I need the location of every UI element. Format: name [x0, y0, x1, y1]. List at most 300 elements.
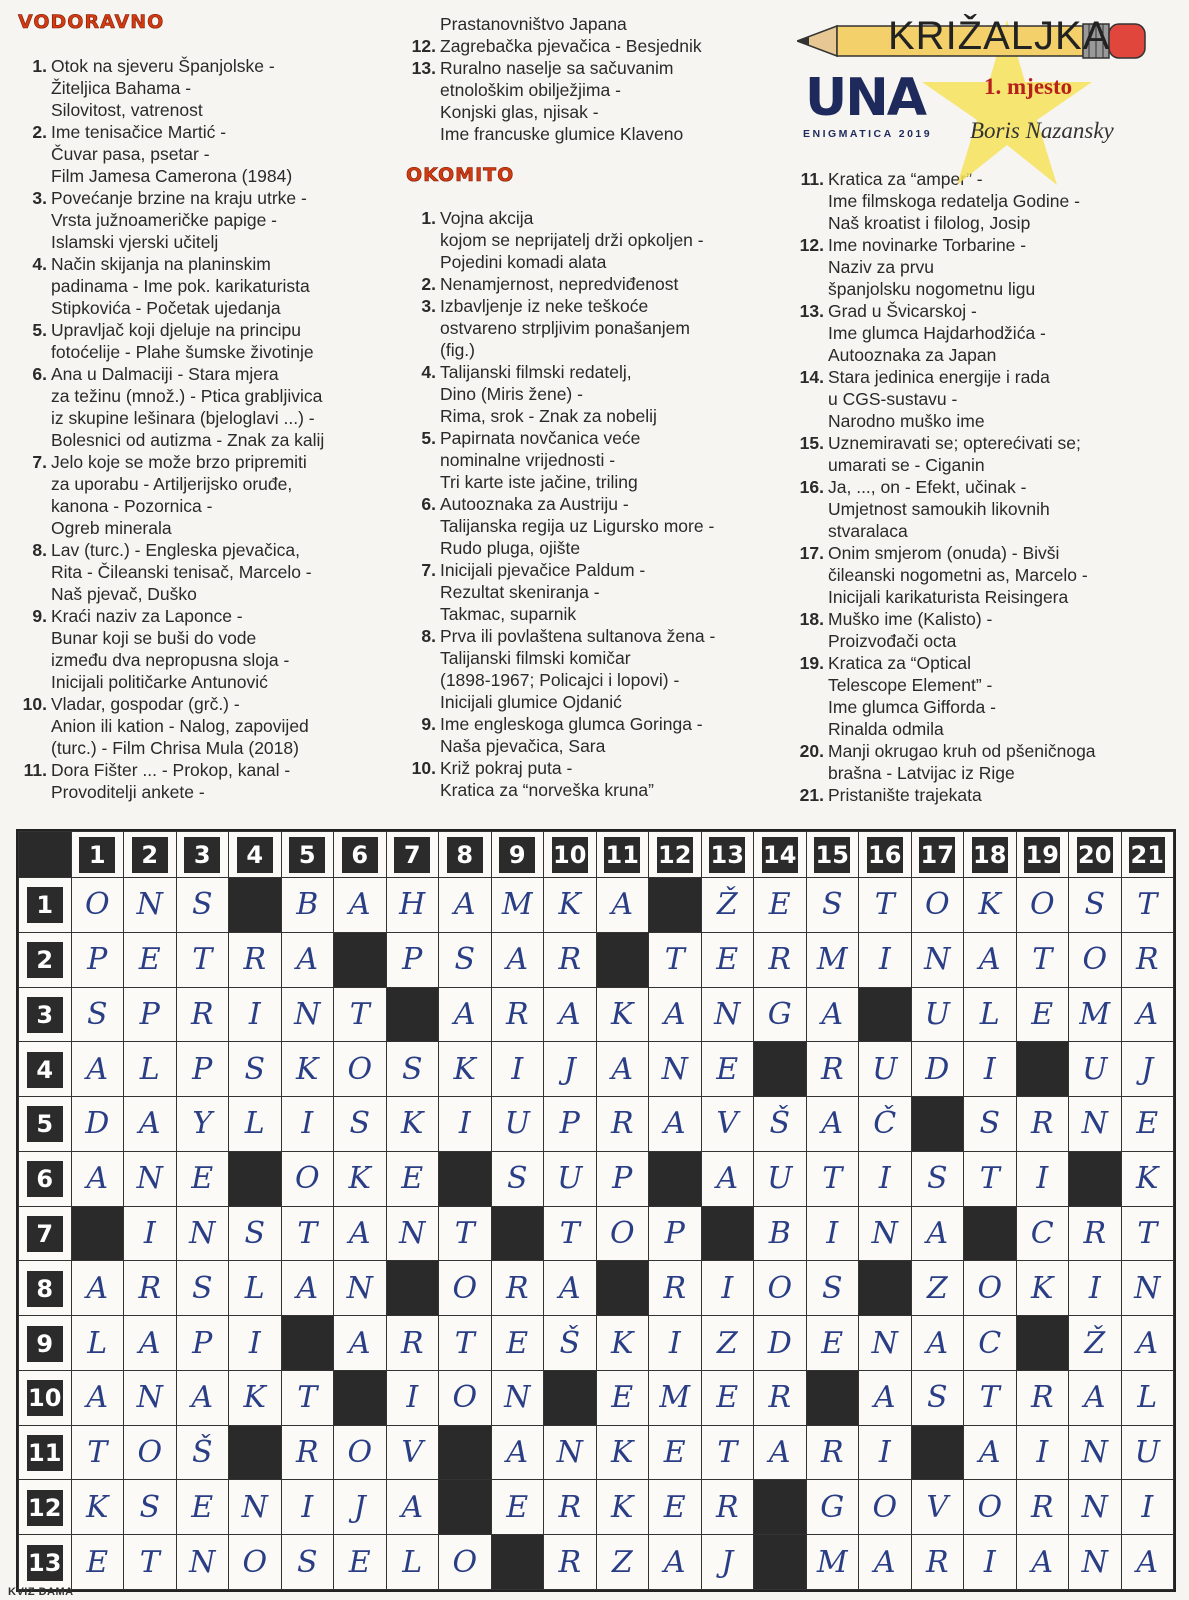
letter-cell[interactable]: P [176, 1042, 229, 1097]
letter-cell[interactable]: T [1016, 932, 1069, 987]
letter-cell[interactable]: N [649, 1042, 702, 1097]
letter-cell[interactable]: K [1121, 1151, 1174, 1206]
letter-cell[interactable]: R [596, 1097, 649, 1152]
letter-cell[interactable]: K [334, 1151, 387, 1206]
black-cell [71, 1206, 124, 1261]
letter-cell[interactable]: E [71, 1535, 124, 1590]
letter-cell[interactable]: E [806, 1316, 859, 1371]
letter-cell[interactable]: A [439, 878, 492, 933]
column-number [806, 832, 859, 878]
letter-cell[interactable]: K [281, 1042, 334, 1097]
clue-item [798, 608, 1178, 652]
letter-cell[interactable]: Č [859, 1097, 912, 1152]
letter-cell[interactable]: A [281, 932, 334, 987]
letter-cell[interactable]: I [439, 1097, 492, 1152]
letter-cell[interactable]: T [281, 1206, 334, 1261]
letter-cell[interactable]: N [911, 932, 964, 987]
letter-cell[interactable]: A [124, 1097, 177, 1152]
letter-cell[interactable]: I [386, 1370, 439, 1425]
letter-cell[interactable]: N [229, 1480, 282, 1535]
letter-cell[interactable]: U [911, 987, 964, 1042]
letter-cell[interactable]: K [71, 1480, 124, 1535]
letter-cell[interactable]: A [439, 987, 492, 1042]
clue-text: Ana u Dalmaciji - Stara mjera za težinu (množ.) - Ptica grabljivica iz skupine lešinara (bjeloglavi ...) - Bolesnici od autizma - Znak za kalij [51, 364, 325, 450]
letter-cell[interactable]: Ž [701, 878, 754, 933]
letter-cell[interactable]: A [334, 1206, 387, 1261]
clue-number: 13. [411, 58, 436, 78]
letter-cell[interactable]: A [1121, 987, 1174, 1042]
letter-cell[interactable]: U [1069, 1042, 1122, 1097]
letter-cell[interactable]: A [71, 1151, 124, 1206]
letter-cell[interactable]: T [701, 1425, 754, 1480]
letter-cell[interactable]: S [964, 1097, 1017, 1152]
letter-cell[interactable]: A [649, 987, 702, 1042]
letter-cell[interactable]: S [439, 932, 492, 987]
clue-item [798, 234, 1178, 300]
clue-number: 7. [32, 452, 47, 472]
letter-cell[interactable]: B [754, 1206, 807, 1261]
letter-cell[interactable]: A [754, 1425, 807, 1480]
letter-cell[interactable]: R [1016, 1480, 1069, 1535]
letter-cell[interactable]: Š [754, 1097, 807, 1152]
letter-cell[interactable]: T [176, 932, 229, 987]
letter-cell[interactable]: R [491, 987, 544, 1042]
letter-cell[interactable]: I [491, 1042, 544, 1097]
letter-cell[interactable]: I [859, 932, 912, 987]
letter-cell[interactable]: I [964, 1535, 1017, 1590]
letter-cell[interactable]: N [334, 1261, 387, 1316]
letter-cell[interactable]: Y [176, 1097, 229, 1152]
letter-cell[interactable]: M [806, 1535, 859, 1590]
letter-cell[interactable]: P [544, 1097, 597, 1152]
letter-cell[interactable]: R [491, 1261, 544, 1316]
letter-cell[interactable]: S [229, 1206, 282, 1261]
letter-cell[interactable]: C [964, 1316, 1017, 1371]
clue-text: Grad u Švicarskoj - Ime glumca Hajdarhodžića - Autooznaka za Japan [828, 301, 1046, 365]
letter-cell[interactable]: I [1069, 1261, 1122, 1316]
letter-cell[interactable]: Š [176, 1425, 229, 1480]
letter-cell[interactable]: I [281, 1097, 334, 1152]
column-number [1016, 832, 1069, 878]
letter-cell[interactable]: R [176, 987, 229, 1042]
letter-cell[interactable]: J [544, 1042, 597, 1097]
letter-cell[interactable]: N [1069, 1425, 1122, 1480]
letter-cell[interactable]: Z [701, 1316, 754, 1371]
clue-text: Manji okrugao kruh od pšeničnoga brašna - Latvijac iz Rige [828, 741, 1096, 783]
letter-cell[interactable]: J [1121, 1042, 1174, 1097]
letter-cell[interactable]: A [544, 1261, 597, 1316]
letter-cell[interactable]: K [596, 1316, 649, 1371]
letter-cell[interactable]: E [124, 932, 177, 987]
letter-cell[interactable]: J [701, 1535, 754, 1590]
black-cell [334, 932, 387, 987]
letter-cell[interactable]: R [1069, 1206, 1122, 1261]
letter-cell[interactable]: S [71, 987, 124, 1042]
letter-cell[interactable]: C [1016, 1206, 1069, 1261]
clue-item [798, 300, 1178, 366]
letter-cell[interactable]: D [71, 1097, 124, 1152]
letter-cell[interactable]: A [544, 987, 597, 1042]
letter-cell[interactable]: T [806, 1151, 859, 1206]
letter-cell[interactable]: S [386, 1042, 439, 1097]
letter-cell[interactable]: N [1069, 1480, 1122, 1535]
letter-cell[interactable]: K [964, 878, 1017, 933]
clue-item [21, 605, 391, 693]
letter-cell[interactable]: K [229, 1370, 282, 1425]
letter-cell[interactable]: T [124, 1535, 177, 1590]
letter-cell[interactable]: O [911, 878, 964, 933]
letter-cell[interactable]: A [701, 1151, 754, 1206]
letter-cell[interactable]: T [439, 1206, 492, 1261]
letter-cell[interactable]: U [544, 1151, 597, 1206]
clue-text: Ruralno naselje sa sačuvanim etnološkim obilježjima - Konjski glas, njisak - Ime francuske glumice Klaveno [440, 58, 684, 144]
letter-cell[interactable]: V [701, 1097, 754, 1152]
letter-cell[interactable]: O [859, 1480, 912, 1535]
letter-cell[interactable]: O [1016, 878, 1069, 933]
letter-cell[interactable]: E [491, 1480, 544, 1535]
letter-cell[interactable]: E [176, 1151, 229, 1206]
letter-cell[interactable]: R [1016, 1097, 1069, 1152]
letter-cell[interactable]: I [124, 1206, 177, 1261]
letter-cell[interactable]: A [71, 1261, 124, 1316]
letter-cell[interactable]: I [701, 1261, 754, 1316]
clue-number: 1. [32, 56, 47, 76]
letter-cell[interactable]: R [649, 1261, 702, 1316]
letter-cell[interactable]: N [124, 878, 177, 933]
letter-cell[interactable]: I [1016, 1151, 1069, 1206]
letter-cell[interactable]: A [964, 932, 1017, 987]
clue-text: Stara jedinica energije i rada u CGS-sustavu - Narodno muško ime [828, 367, 1050, 431]
letter-cell[interactable]: T [439, 1316, 492, 1371]
letter-cell[interactable]: S [334, 1097, 387, 1152]
letter-cell[interactable]: K [596, 987, 649, 1042]
letter-cell[interactable]: T [649, 932, 702, 987]
letter-cell[interactable]: R [544, 1480, 597, 1535]
letter-cell[interactable]: A [1016, 1535, 1069, 1590]
letter-cell[interactable]: N [544, 1425, 597, 1480]
letter-cell[interactable]: R [281, 1425, 334, 1480]
black-cell [754, 1480, 807, 1535]
letter-cell[interactable]: A [806, 987, 859, 1042]
letter-cell[interactable]: O [596, 1206, 649, 1261]
letter-cell[interactable]: R [911, 1535, 964, 1590]
vodoravno-clue-list-b [410, 35, 800, 145]
letter-cell[interactable]: N [701, 987, 754, 1042]
letter-cell[interactable]: A [71, 1370, 124, 1425]
letter-cell[interactable]: S [124, 1480, 177, 1535]
letter-cell[interactable]: A [124, 1316, 177, 1371]
letter-cell[interactable]: A [649, 1535, 702, 1590]
letter-cell[interactable]: O [71, 878, 124, 933]
letter-cell[interactable]: B [281, 878, 334, 933]
letter-cell[interactable]: K [1016, 1261, 1069, 1316]
letter-cell[interactable]: L [1121, 1370, 1174, 1425]
footer-brand: KVIZ DAMA [8, 1586, 74, 1598]
clue-item [21, 363, 391, 451]
letter-cell[interactable]: G [806, 1480, 859, 1535]
letter-cell[interactable]: A [71, 1042, 124, 1097]
letter-cell[interactable]: P [71, 932, 124, 987]
letter-cell[interactable]: L [124, 1042, 177, 1097]
black-cell [544, 1370, 597, 1425]
letter-cell[interactable]: E [649, 1425, 702, 1480]
letter-cell[interactable]: P [124, 987, 177, 1042]
letter-cell[interactable]: O [1069, 932, 1122, 987]
clue-item [410, 295, 790, 361]
letter-cell[interactable]: U [859, 1042, 912, 1097]
letter-cell[interactable]: P [176, 1316, 229, 1371]
letter-cell[interactable]: K [596, 1425, 649, 1480]
letter-cell[interactable]: N [859, 1206, 912, 1261]
letter-cell[interactable]: I [229, 987, 282, 1042]
letter-cell[interactable]: S [806, 878, 859, 933]
row-label: 1 [27, 887, 63, 923]
letter-cell[interactable]: R [806, 1425, 859, 1480]
letter-cell[interactable]: R [544, 1535, 597, 1590]
black-cell [439, 1151, 492, 1206]
letter-cell[interactable]: K [439, 1042, 492, 1097]
letter-cell[interactable]: S [281, 1535, 334, 1590]
letter-cell[interactable]: I [806, 1206, 859, 1261]
letter-cell[interactable]: O [439, 1261, 492, 1316]
clue-number: 18. [799, 609, 824, 629]
clue-item [798, 432, 1178, 476]
clue-text: Autooznaka za Austriju - Talijanska regija uz Ligursko more - Rudo pluga, ojište [440, 494, 715, 558]
letter-cell[interactable]: R [386, 1316, 439, 1371]
column-label: 21 [1129, 837, 1165, 873]
letter-cell[interactable]: E [176, 1480, 229, 1535]
letter-cell[interactable]: S [176, 1261, 229, 1316]
letter-cell[interactable]: A [859, 1370, 912, 1425]
clue-item [21, 187, 391, 253]
letter-cell[interactable]: D [911, 1042, 964, 1097]
clue-item [410, 273, 790, 295]
row-label: 8 [27, 1271, 63, 1307]
letter-cell[interactable]: N [281, 987, 334, 1042]
clue-number: 3. [32, 188, 47, 208]
letter-cell[interactable]: N [859, 1316, 912, 1371]
letter-cell[interactable]: Z [911, 1261, 964, 1316]
letter-cell[interactable]: O [229, 1535, 282, 1590]
letter-cell[interactable]: A [334, 1316, 387, 1371]
letter-cell[interactable]: A [176, 1370, 229, 1425]
letter-cell[interactable]: R [1016, 1370, 1069, 1425]
letter-cell[interactable]: N [176, 1206, 229, 1261]
letter-cell[interactable]: T [281, 1370, 334, 1425]
letter-cell[interactable]: V [911, 1480, 964, 1535]
letter-cell[interactable]: I [859, 1151, 912, 1206]
letter-cell[interactable]: L [964, 987, 1017, 1042]
black-cell [596, 1261, 649, 1316]
letter-cell[interactable]: O [964, 1261, 1017, 1316]
letter-cell[interactable]: T [1121, 878, 1174, 933]
clue-item [21, 451, 391, 539]
letter-cell[interactable]: N [491, 1370, 544, 1425]
letter-cell[interactable]: O [334, 1042, 387, 1097]
letter-cell[interactable]: O [439, 1370, 492, 1425]
grid-row [19, 1097, 1174, 1152]
black-cell [386, 1261, 439, 1316]
row-label: 5 [27, 1106, 63, 1142]
letter-cell[interactable]: O [281, 1151, 334, 1206]
column-number [229, 832, 282, 878]
letter-cell[interactable]: M [491, 878, 544, 933]
letter-cell[interactable]: N [176, 1535, 229, 1590]
letter-cell[interactable]: R [754, 1370, 807, 1425]
column-label: 16 [867, 837, 903, 873]
letter-cell[interactable]: N [386, 1206, 439, 1261]
letter-cell[interactable]: K [386, 1097, 439, 1152]
letter-cell[interactable]: P [596, 1151, 649, 1206]
letter-cell[interactable]: E [1121, 1097, 1174, 1152]
letter-cell[interactable]: I [964, 1042, 1017, 1097]
clue-number: 4. [421, 362, 436, 382]
letter-cell[interactable]: K [596, 1480, 649, 1535]
clue-number: 8. [32, 540, 47, 560]
letter-cell[interactable]: A [281, 1261, 334, 1316]
letter-cell[interactable]: A [596, 878, 649, 933]
letter-cell[interactable]: I [1121, 1480, 1174, 1535]
letter-cell[interactable]: A [649, 1097, 702, 1152]
letter-cell[interactable]: A [1069, 1370, 1122, 1425]
letter-cell[interactable]: L [386, 1535, 439, 1590]
letter-cell[interactable]: R [124, 1261, 177, 1316]
black-cell [491, 1206, 544, 1261]
letter-cell[interactable]: I [649, 1316, 702, 1371]
letter-cell[interactable]: E [386, 1151, 439, 1206]
column-number [964, 832, 1017, 878]
clue-number: 6. [32, 364, 47, 384]
letter-cell[interactable]: A [334, 878, 387, 933]
letter-cell[interactable]: A [806, 1097, 859, 1152]
column-number [1121, 832, 1174, 878]
letter-cell[interactable]: R [806, 1042, 859, 1097]
grid-row [19, 1151, 1174, 1206]
letter-cell[interactable]: E [649, 1480, 702, 1535]
letter-cell[interactable]: E [491, 1316, 544, 1371]
clue-text: Križ pokraj puta - Kratica za “norveška kruna” [440, 758, 654, 800]
column-label: 3 [184, 837, 220, 873]
letter-cell[interactable]: E [596, 1370, 649, 1425]
letter-cell[interactable]: L [229, 1097, 282, 1152]
letter-cell[interactable]: I [281, 1480, 334, 1535]
letter-cell[interactable]: A [491, 1425, 544, 1480]
letter-cell[interactable]: Ž [1069, 1316, 1122, 1371]
letter-cell[interactable]: T [544, 1206, 597, 1261]
letter-cell[interactable]: G [754, 987, 807, 1042]
letter-cell[interactable]: K [544, 878, 597, 933]
letter-cell[interactable]: O [754, 1261, 807, 1316]
letter-cell[interactable]: A [911, 1206, 964, 1261]
letter-cell[interactable]: R [701, 1480, 754, 1535]
letter-cell[interactable]: S [491, 1151, 544, 1206]
letter-cell[interactable]: O [964, 1480, 1017, 1535]
letter-cell[interactable]: T [1121, 1206, 1174, 1261]
letter-cell[interactable]: A [386, 1480, 439, 1535]
letter-cell[interactable]: J [334, 1480, 387, 1535]
letter-cell[interactable]: M [1069, 987, 1122, 1042]
clue-number: 9. [421, 714, 436, 734]
letter-cell[interactable]: L [229, 1261, 282, 1316]
letter-cell[interactable]: S [806, 1261, 859, 1316]
page-title: KRIŽALJKA [888, 14, 1111, 58]
letter-cell[interactable]: U [754, 1151, 807, 1206]
letter-cell[interactable]: O [124, 1425, 177, 1480]
letter-cell[interactable]: T [859, 878, 912, 933]
letter-cell[interactable]: N [1069, 1097, 1122, 1152]
letter-cell[interactable]: T [964, 1370, 1017, 1425]
letter-cell[interactable]: E [701, 1042, 754, 1097]
letter-cell[interactable]: A [596, 1042, 649, 1097]
black-cell [281, 1316, 334, 1371]
clue-text: Lav (turc.) - Engleska pjevačica, Rita - Čileanski tenisač, Marcelo - Naš pjevač, Duško [51, 540, 312, 604]
letter-cell[interactable]: R [229, 932, 282, 987]
letter-cell[interactable]: A [1121, 1535, 1174, 1590]
column-label: 10 [552, 837, 588, 873]
clue-number: 10. [22, 694, 47, 714]
letter-cell[interactable]: T [71, 1425, 124, 1480]
letter-cell[interactable]: R [1121, 932, 1174, 987]
clue-number: 1. [421, 208, 436, 228]
letter-cell[interactable]: A [911, 1316, 964, 1371]
letter-cell[interactable]: N [124, 1370, 177, 1425]
letter-cell[interactable]: I [859, 1425, 912, 1480]
letter-cell[interactable]: N [1069, 1535, 1122, 1590]
clue-item [410, 427, 790, 493]
letter-cell[interactable]: A [859, 1535, 912, 1590]
column-number [176, 832, 229, 878]
letter-cell[interactable]: D [754, 1316, 807, 1371]
letter-cell[interactable]: T [964, 1151, 1017, 1206]
letter-cell[interactable]: U [491, 1097, 544, 1152]
letter-cell[interactable]: U [1121, 1425, 1174, 1480]
letter-cell[interactable]: R [544, 932, 597, 987]
letter-cell[interactable]: M [649, 1370, 702, 1425]
letter-cell[interactable]: A [491, 932, 544, 987]
letter-cell[interactable]: S [1069, 878, 1122, 933]
letter-cell[interactable]: S [229, 1042, 282, 1097]
letter-cell[interactable]: N [1121, 1261, 1174, 1316]
clue-text: Izbavljenje iz neke teškoće ostvareno strpljivim ponašanjem (fig.) [440, 296, 690, 360]
letter-cell[interactable]: E [701, 1370, 754, 1425]
letter-cell[interactable]: E [1016, 987, 1069, 1042]
letter-cell[interactable]: L [71, 1316, 124, 1371]
letter-cell[interactable]: P [386, 932, 439, 987]
letter-cell[interactable]: S [911, 1151, 964, 1206]
letter-cell[interactable]: A [1121, 1316, 1174, 1371]
letter-cell[interactable]: I [229, 1316, 282, 1371]
letter-cell[interactable]: A [964, 1425, 1017, 1480]
letter-cell[interactable]: S [176, 878, 229, 933]
letter-cell[interactable]: R [754, 932, 807, 987]
letter-cell[interactable]: V [386, 1425, 439, 1480]
letter-cell[interactable]: O [439, 1535, 492, 1590]
letter-cell[interactable]: H [386, 878, 439, 933]
letter-cell[interactable]: Z [596, 1535, 649, 1590]
letter-cell[interactable]: M [806, 932, 859, 987]
letter-cell[interactable]: Š [544, 1316, 597, 1371]
letter-cell[interactable]: E [701, 932, 754, 987]
letter-cell[interactable]: O [334, 1425, 387, 1480]
clue-text: Ime novinarke Torbarine - Naziv za prvu španjolsku nogometnu ligu [828, 235, 1036, 299]
letter-cell[interactable]: E [334, 1535, 387, 1590]
letter-cell[interactable]: I [1016, 1425, 1069, 1480]
letter-cell[interactable]: N [124, 1151, 177, 1206]
letter-cell[interactable]: P [649, 1206, 702, 1261]
letter-cell[interactable]: S [911, 1370, 964, 1425]
letter-cell[interactable]: T [334, 987, 387, 1042]
letter-cell[interactable]: E [754, 878, 807, 933]
